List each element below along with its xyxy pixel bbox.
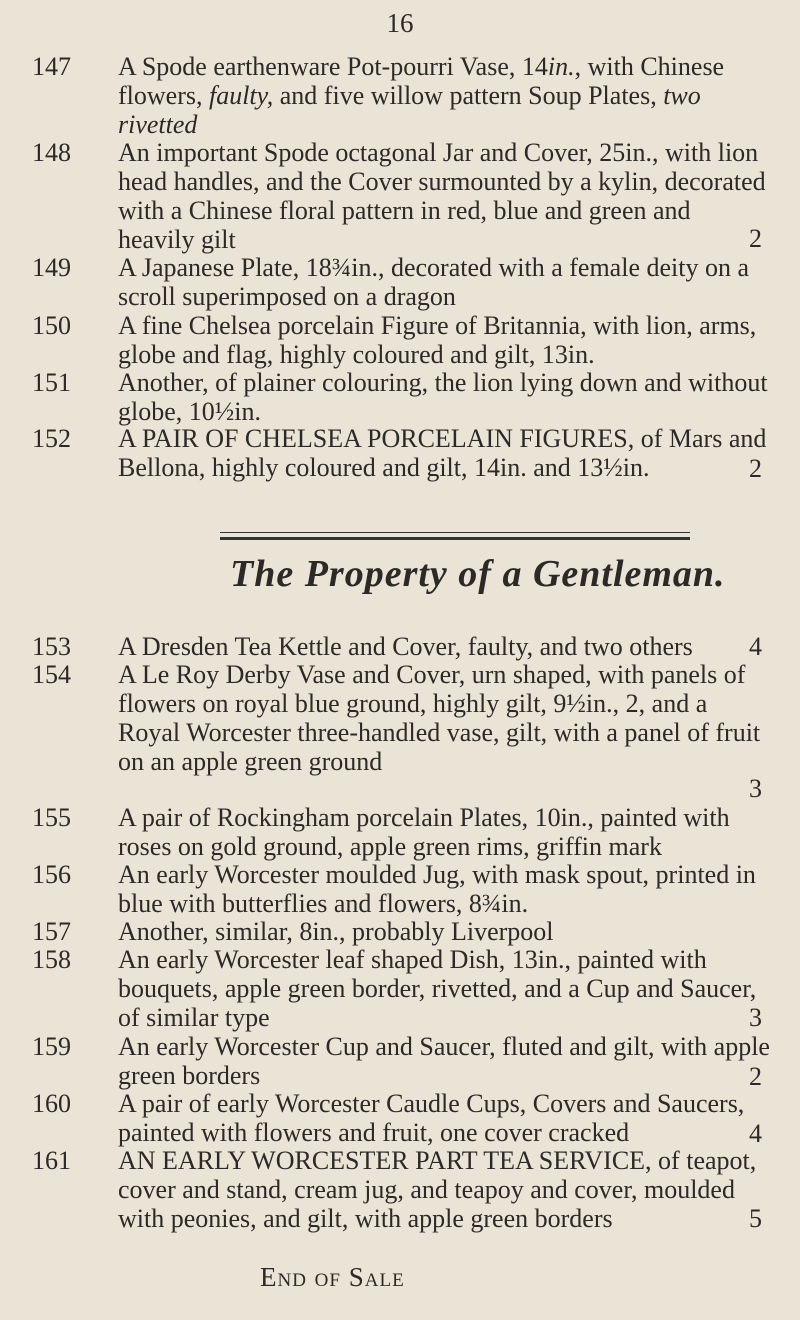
lot-description: A Japanese Plate, 18¾in., decorated with a female deity on a scroll superimposed on a dragon bbox=[118, 253, 750, 311]
lot-description: A Spode earthenware Pot-pourri Vase, 14in., with Chinese flowers, faulty, and five willow pattern Soup Plates, two rivetted bbox=[118, 52, 725, 139]
lot-150 bbox=[32, 311, 792, 371]
lot-number: 150 bbox=[32, 311, 71, 340]
lot-number: 151 bbox=[32, 368, 71, 397]
lot-number: 147 bbox=[32, 52, 71, 81]
lot-number: 161 bbox=[32, 1146, 71, 1175]
lot-number: 157 bbox=[32, 917, 71, 946]
lot-161 bbox=[32, 1146, 792, 1234]
lot-number: 153 bbox=[32, 632, 71, 661]
lot-number: 152 bbox=[32, 424, 71, 453]
lot-quantity: 2 bbox=[749, 1062, 762, 1091]
page-number: 16 bbox=[386, 8, 414, 38]
lot-quantity: 2 bbox=[749, 224, 762, 253]
lot-description: An early Worcester leaf shaped Dish, 13in., painted with bouquets, apple green border, rivetted, and a Cup and Saucer, of similar type bbox=[118, 945, 757, 1032]
lot-156 bbox=[32, 860, 792, 920]
lot-description: AN EARLY WORCESTER PART TEA SERVICE, of teapot, cover and stand, cream jug, and teapoy and cover, moulded with peonies, and gilt, with apple green borders bbox=[118, 1146, 757, 1233]
lot-description: An early Worcester Cup and Saucer, fluted and gilt, with apple green borders bbox=[118, 1032, 770, 1090]
lot-147 bbox=[32, 52, 792, 142]
lot-153 bbox=[32, 632, 792, 662]
lot-number: 148 bbox=[32, 138, 71, 167]
lot-description: A Le Roy Derby Vase and Cover, urn shaped, with panels of flowers on royal blue ground, highly gilt, 9½in., 2, and a Royal Worcester three-handled vase, gilt, with a panel of fruit on an apple green ground bbox=[118, 660, 761, 776]
lot-148 bbox=[32, 138, 792, 254]
lot-157 bbox=[32, 917, 792, 947]
lot-number: 160 bbox=[32, 1089, 71, 1118]
divider bbox=[220, 537, 690, 540]
end-of-sale: End of Sale bbox=[260, 1262, 405, 1292]
lot-number: 149 bbox=[32, 253, 71, 282]
lot-quantity: 2 bbox=[749, 454, 762, 483]
lot-description: Another, similar, 8in., probably Liverpool bbox=[118, 917, 554, 946]
lot-152 bbox=[32, 424, 792, 484]
lot-number: 158 bbox=[32, 945, 71, 974]
lot-description: A Dresden Tea Kettle and Cover, faulty, and two others bbox=[118, 632, 693, 661]
lot-number: 159 bbox=[32, 1032, 71, 1061]
lot-quantity: 3 bbox=[749, 774, 762, 803]
lot-description: A pair of Rockingham porcelain Plates, 10in., painted with roses on gold ground, apple green rims, griffin mark bbox=[118, 803, 730, 861]
lot-158 bbox=[32, 945, 792, 1033]
lot-quantity: 3 bbox=[749, 1003, 762, 1032]
lot-number: 156 bbox=[32, 860, 71, 889]
lot-quantity: 4 bbox=[749, 632, 762, 661]
lot-quantity: 5 bbox=[749, 1204, 762, 1233]
lot-description: A pair of early Worcester Caudle Cups, Covers and Saucers, painted with flowers and fruit, one cover cracked bbox=[118, 1089, 745, 1147]
lot-number: 154 bbox=[32, 660, 71, 689]
lot-159 bbox=[32, 1032, 792, 1092]
lot-149 bbox=[32, 253, 792, 313]
lot-number: 155 bbox=[32, 803, 71, 832]
section-heading: The Property of a Gentleman. bbox=[230, 553, 726, 595]
lot-description: A PAIR OF CHELSEA PORCELAIN FIGURES, of Mars and Bellona, highly coloured and gilt, 14in. and 13½in. bbox=[118, 424, 767, 482]
lot-description: An important Spode octagonal Jar and Cover, 25in., with lion head handles, and the Cover surmounted by a kylin, decorated with a Chinese floral pattern in red, blue and green and heavily gilt bbox=[118, 138, 766, 254]
lot-151 bbox=[32, 368, 792, 428]
lot-description: A fine Chelsea porcelain Figure of Britannia, with lion, arms, globe and flag, highly coloured and gilt, 13in. bbox=[118, 311, 757, 369]
lot-description: Another, of plainer colouring, the lion lying down and without globe, 10½in. bbox=[118, 368, 768, 426]
lot-quantity: 4 bbox=[749, 1119, 762, 1148]
lot-160 bbox=[32, 1089, 792, 1149]
lot-description: An early Worcester moulded Jug, with mask spout, printed in blue with butterflies and flowers, 8¾in. bbox=[118, 860, 756, 918]
lot-155 bbox=[32, 803, 792, 863]
lot-154 bbox=[32, 660, 792, 804]
divider bbox=[220, 532, 690, 533]
